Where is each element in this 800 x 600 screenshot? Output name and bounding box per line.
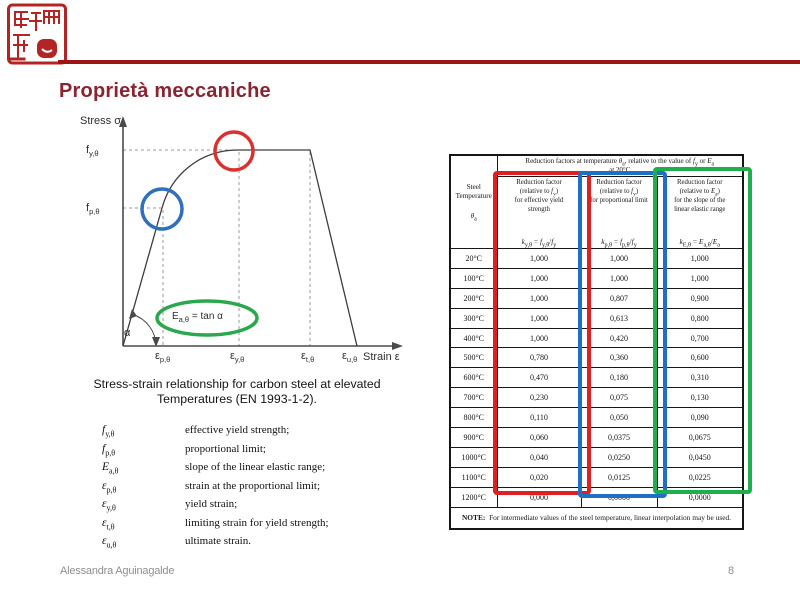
table-row: 400°C 1,000 0,420 0,700 <box>450 328 743 348</box>
table-row: 300°C 1,000 0,613 0,800 <box>450 308 743 328</box>
legend-symbol: $\varepsilon_{y,\theta}$ <box>102 498 116 513</box>
diagram-canvas <box>60 113 405 375</box>
legend-desc: proportional limit; <box>185 442 266 455</box>
table-row: 20°C 1,000 1,000 1,000 <box>450 249 743 269</box>
table-row: 800°C 0,110 0,050 0,090 <box>450 408 743 428</box>
table-row: 700°C 0,230 0,075 0,130 <box>450 388 743 408</box>
stress-strain-diagram <box>60 113 405 375</box>
legend-row <box>102 443 329 462</box>
x-tick-et: $\varepsilon_{t,\theta}$ <box>301 350 315 365</box>
x-tick-ey: $\varepsilon_{y,\theta}$ <box>230 350 245 365</box>
legend-row <box>102 424 329 443</box>
legend-desc: limiting strain for yield strength; <box>185 516 329 529</box>
table-row: 200°C 1,000 0,807 0,900 <box>450 288 743 308</box>
table-col1-header: Steel Temperature $\theta_a$ <box>450 155 497 249</box>
table-col-header-yield: Reduction factor (relative to $f_y$) for effective yield strength $k_{y,\theta} = f_{y,\theta}/f_y$ <box>497 177 581 249</box>
y-tick-fy: $f_{y,\theta}$ <box>86 144 99 159</box>
figure-caption: Stress-strain relationship for carbon steel at elevated Temperatures (EN 1993-1-2). <box>93 377 381 406</box>
page-title: Proprietà meccaniche <box>59 80 271 102</box>
legend-symbol: $\varepsilon_{u,\theta}$ <box>102 535 117 550</box>
table-col-header-elastic: Reduction factor (relative to $E_a$) for the slope of the linear elastic range $k_{E,\theta} = E_{a,\theta}/E_a$ <box>657 177 743 249</box>
table-row: 1000°C 0,040 0,0250 0,0450 <box>450 447 743 467</box>
legend-desc: effective yield strength; <box>185 424 290 436</box>
table-col-header-proportional: Reduction factor (relative to $f_y$) for proportional limit $k_{p,\theta} = f_{p,\theta}/f_y$ <box>581 177 657 249</box>
table-row: 100°C 1,000 1,000 1,000 <box>450 268 743 288</box>
axes <box>119 116 403 350</box>
table-note: NOTE: For intermediate values of the steel temperature, linear interpolation may be used. <box>450 507 743 529</box>
alpha-angle-arc <box>129 309 160 347</box>
footer-author: Alessandra Aguinagalde <box>60 565 175 577</box>
legend-desc: strain at the proportional limit; <box>185 479 321 492</box>
legend-row <box>102 535 329 554</box>
x-tick-eu: $\varepsilon_{u,\theta}$ <box>342 350 358 365</box>
legend-symbol: $\varepsilon_{p,\theta}$ <box>102 479 117 494</box>
alpha-label: α <box>124 327 131 339</box>
y-axis-label: Stress σ <box>80 115 122 127</box>
table-row: 500°C 0,780 0,360 0,600 <box>450 348 743 368</box>
legend-desc: ultimate strain. <box>185 535 251 547</box>
legend-symbol: $E_{a,\theta}$ <box>102 461 119 476</box>
table-row: 1200°C 0,000 0,0000 0,0000 <box>450 487 743 507</box>
x-axis-label: Strain ε <box>363 351 400 363</box>
seal-blob <box>37 39 57 58</box>
legend-desc: yield strain; <box>185 498 238 510</box>
reduction-factors-table <box>449 154 744 530</box>
reduction-factors-table-wrap <box>449 154 744 530</box>
x-tick-ep: $\varepsilon_{p,\theta}$ <box>155 350 171 365</box>
y-tick-fp: $f_{p,\theta}$ <box>86 202 100 217</box>
legend-symbol: $f_{y,\theta}$ <box>102 424 115 439</box>
table-span-header: Reduction factors at temperature $\theta_a$, relative to the value of $f_y$ or $E_a$ at 20°C <box>497 155 743 177</box>
header-rule <box>58 60 800 64</box>
symbol-legend <box>102 424 329 554</box>
table-row: 900°C 0,060 0,0375 0,0675 <box>450 428 743 448</box>
legend-symbol: $\varepsilon_{t,\theta}$ <box>102 516 115 531</box>
chinese-seal-logo <box>5 3 68 66</box>
elastic-modulus-annotation: $E_{a,\theta} = \tan \alpha$ <box>172 311 223 324</box>
legend-row <box>102 498 329 517</box>
table-row: 1100°C 0,020 0,0125 0,0225 <box>450 467 743 487</box>
legend-desc: slope of the linear elastic range; <box>185 461 326 473</box>
footer-page-number: 8 <box>728 565 735 577</box>
legend-row <box>102 517 329 536</box>
legend-row <box>102 461 329 480</box>
legend-symbol: $f_{p,\theta}$ <box>102 442 116 457</box>
red-highlight-circle <box>215 132 253 170</box>
table-row: 600°C 0,470 0,180 0,310 <box>450 368 743 388</box>
legend-row <box>102 480 329 499</box>
